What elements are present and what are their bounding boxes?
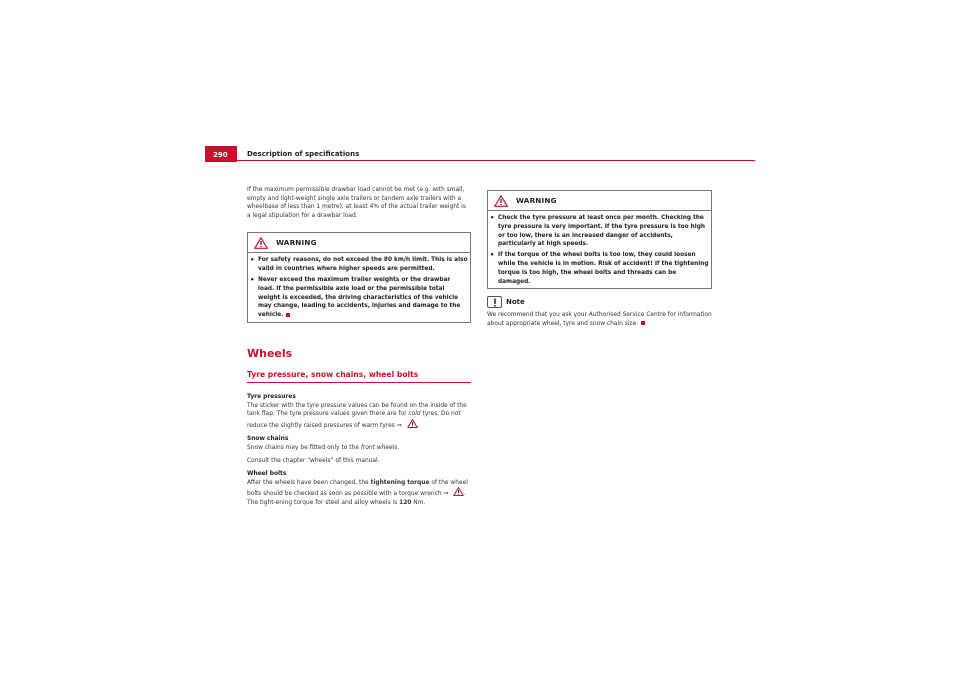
right-column [487,190,712,329]
warning-bullet-text: Never exceed the maximum trailer weights or the drawbar load. If the permissible axle load or the permissible total weight is exceeded, the driving characteristics of the vehicle may change, leading to accidents, injuries and damage to the vehicle. [258,276,461,319]
page-number: 290 [205,146,237,162]
snow-chains-heading: Snow chains [247,436,289,443]
warning-body [488,211,711,288]
warning-bullet [250,256,468,274]
header-rule [205,160,755,161]
end-of-section-marker [641,321,645,325]
topic-title: Tyre pressure, snow chains, wheel bolts [247,370,471,383]
end-of-section-marker [286,313,290,317]
section-title: Wheels [247,346,293,360]
warning-body [248,253,470,322]
warning-bullet [490,251,709,286]
wheel-bolts-heading: Wheel bolts [247,471,287,478]
warning-reference-icon[interactable] [453,487,464,496]
bullet-dot-icon: • [490,251,495,260]
warning-triangle-icon [494,195,508,207]
note-header [487,295,712,308]
warning-box-right [487,190,712,289]
wheel-bolts-text: After the wheels have been changed, the tightening torque of the wheel bolts should be checked as soon as possible with a torque wrench ⇒ . The tight-ening torque for steel and alloy wheels is 120 Nm. [247,479,468,506]
warning-title: WARNING [276,238,317,248]
warning-bullet [250,276,468,320]
warning-header [488,191,711,211]
note-title: Note [506,297,525,306]
warning-bullet-text: Check the tyre pressure at least once per month. Checking the tyre pressure is very important. If the tyre pressure is too high or too low, there is an increased danger of accidents, particularly at high speeds. [498,215,706,248]
warning-bullet-text: If the torque of the wheel bolts is too low, they could loosen while the vehicle is in motion. Risk of accident! If the tightening torque is too high, the wheel bolts and threads can be damaged. [498,252,709,285]
running-head: Description of specifications [247,150,360,158]
warning-bullet [490,214,709,249]
note-text: We recommend that you ask your Authorised Service Centre for information about appropriate wheel, tyre and snow chain size. [487,312,712,327]
left-column [247,186,471,507]
bullet-dot-icon: • [490,214,495,222]
snow-chains-text: Snow chains may be fitted only to the front wheels. [247,444,400,451]
tyre-pressures-heading: Tyre pressures [247,393,296,400]
bullet-dot-icon: • [250,256,255,265]
warning-reference-icon[interactable] [407,419,418,428]
warning-title: WARNING [516,196,557,205]
info-exclamation-icon [491,298,499,307]
warning-bullet-text: For safety reasons, do not exceed the 80 km/h limit. This is also valid in countries where higher speeds are permitted. [258,257,468,273]
warning-triangle-icon [254,237,268,249]
tyre-pressures-text: The sticker with the tyre pressure values can be found on the inside of the tank flap. The tyre pressure values given there are for cold tyres. Do not reduce the slightly raised pressures of warm tyres ⇒ . [247,402,467,429]
drawbar-intro-text: If the maximum permissible drawbar load cannot be met (e.g. with small, empty and light-weight single axle trailers or tandem axle trailers with a wheelbase of less than 1 metre), at least 4% of the actual trailer weight is a legal stipulation for a drawbar load. [247,187,466,219]
note-icon [487,296,502,308]
topic-content [247,393,471,508]
snow-chains-consult-text: Consult the chapter “wheels” of this manual. [247,457,380,464]
warning-header [248,233,470,253]
warning-box-left [247,232,471,323]
bullet-dot-icon: • [250,275,255,284]
